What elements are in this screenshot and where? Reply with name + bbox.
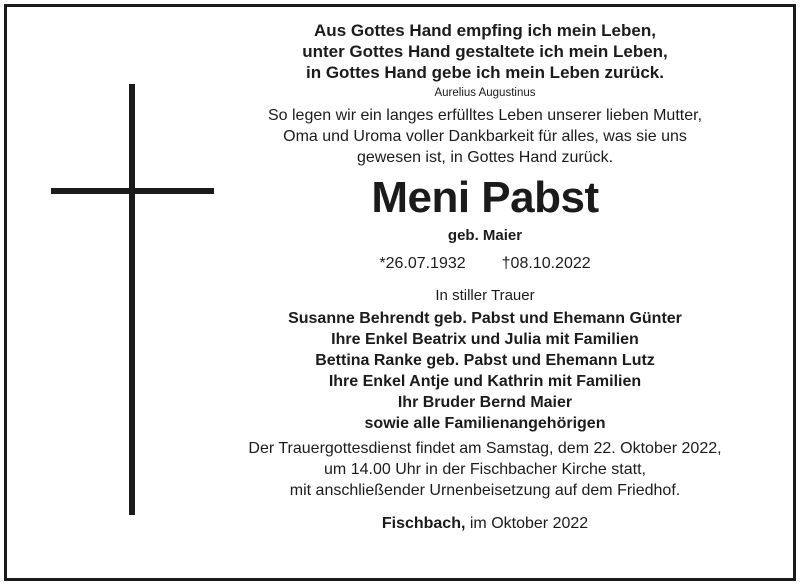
birth-name: geb. Maier bbox=[447, 227, 523, 244]
cross-vertical-bar bbox=[129, 84, 135, 515]
verse-block bbox=[220, 20, 750, 83]
verse-line: in Gottes Hand gebe ich mein Leben zurück. bbox=[305, 63, 664, 82]
intro-line: So legen wir ein langes erfülltes Leben unserer lieben Mutter, bbox=[267, 107, 703, 124]
verse-line: Aus Gottes Hand empfing ich mein Leben, bbox=[314, 21, 656, 40]
mourner-line: Ihre Enkel Beatrix und Julia mit Familien bbox=[331, 331, 639, 348]
mourner-line: Ihr Bruder Bernd Maier bbox=[397, 394, 573, 411]
service-info bbox=[220, 438, 750, 501]
place-date-line bbox=[220, 513, 750, 534]
deceased-name: Meni Pabst bbox=[371, 173, 599, 222]
verse-author: Aurelius Augustinus bbox=[434, 87, 536, 99]
service-line: mit anschließender Urnenbeisetzung auf dem Friedhof. bbox=[289, 482, 681, 499]
mourner-line: Susanne Behrendt geb. Pabst und Ehemann Günter bbox=[288, 310, 682, 327]
service-line: um 14.00 Uhr in der Fischbacher Kirche statt, bbox=[324, 461, 646, 478]
intro-text bbox=[220, 105, 750, 168]
intro-line: Oma und Uroma voller Dankbarkeit für alles, was sie uns bbox=[283, 128, 687, 145]
service-line: Der Trauergottesdienst findet am Samstag, dem 22. Oktober 2022, bbox=[248, 440, 722, 457]
mourner-line: sowie alle Familienangehörigen bbox=[364, 415, 606, 432]
place-name: Fischbach, bbox=[381, 515, 466, 532]
mourners-list bbox=[220, 308, 750, 434]
cross-horizontal-bar bbox=[51, 188, 214, 194]
mourner-line: Bettina Ranke geb. Pabst und Ehemann Lutz bbox=[315, 352, 655, 369]
death-date: †08.10.2022 bbox=[501, 255, 591, 272]
intro-line: gewesen ist, in Gottes Hand zurück. bbox=[356, 149, 614, 166]
closing-date: im Oktober 2022 bbox=[469, 515, 589, 532]
birth-date: *26.07.1932 bbox=[379, 255, 466, 272]
verse-line: unter Gottes Hand gestaltete ich mein Leben, bbox=[302, 42, 668, 61]
obituary-content bbox=[220, 20, 750, 534]
mourning-heading: In stiller Trauer bbox=[435, 287, 535, 304]
mourner-line: Ihre Enkel Antje und Kathrin mit Familien bbox=[328, 373, 642, 390]
life-dates bbox=[220, 254, 750, 274]
